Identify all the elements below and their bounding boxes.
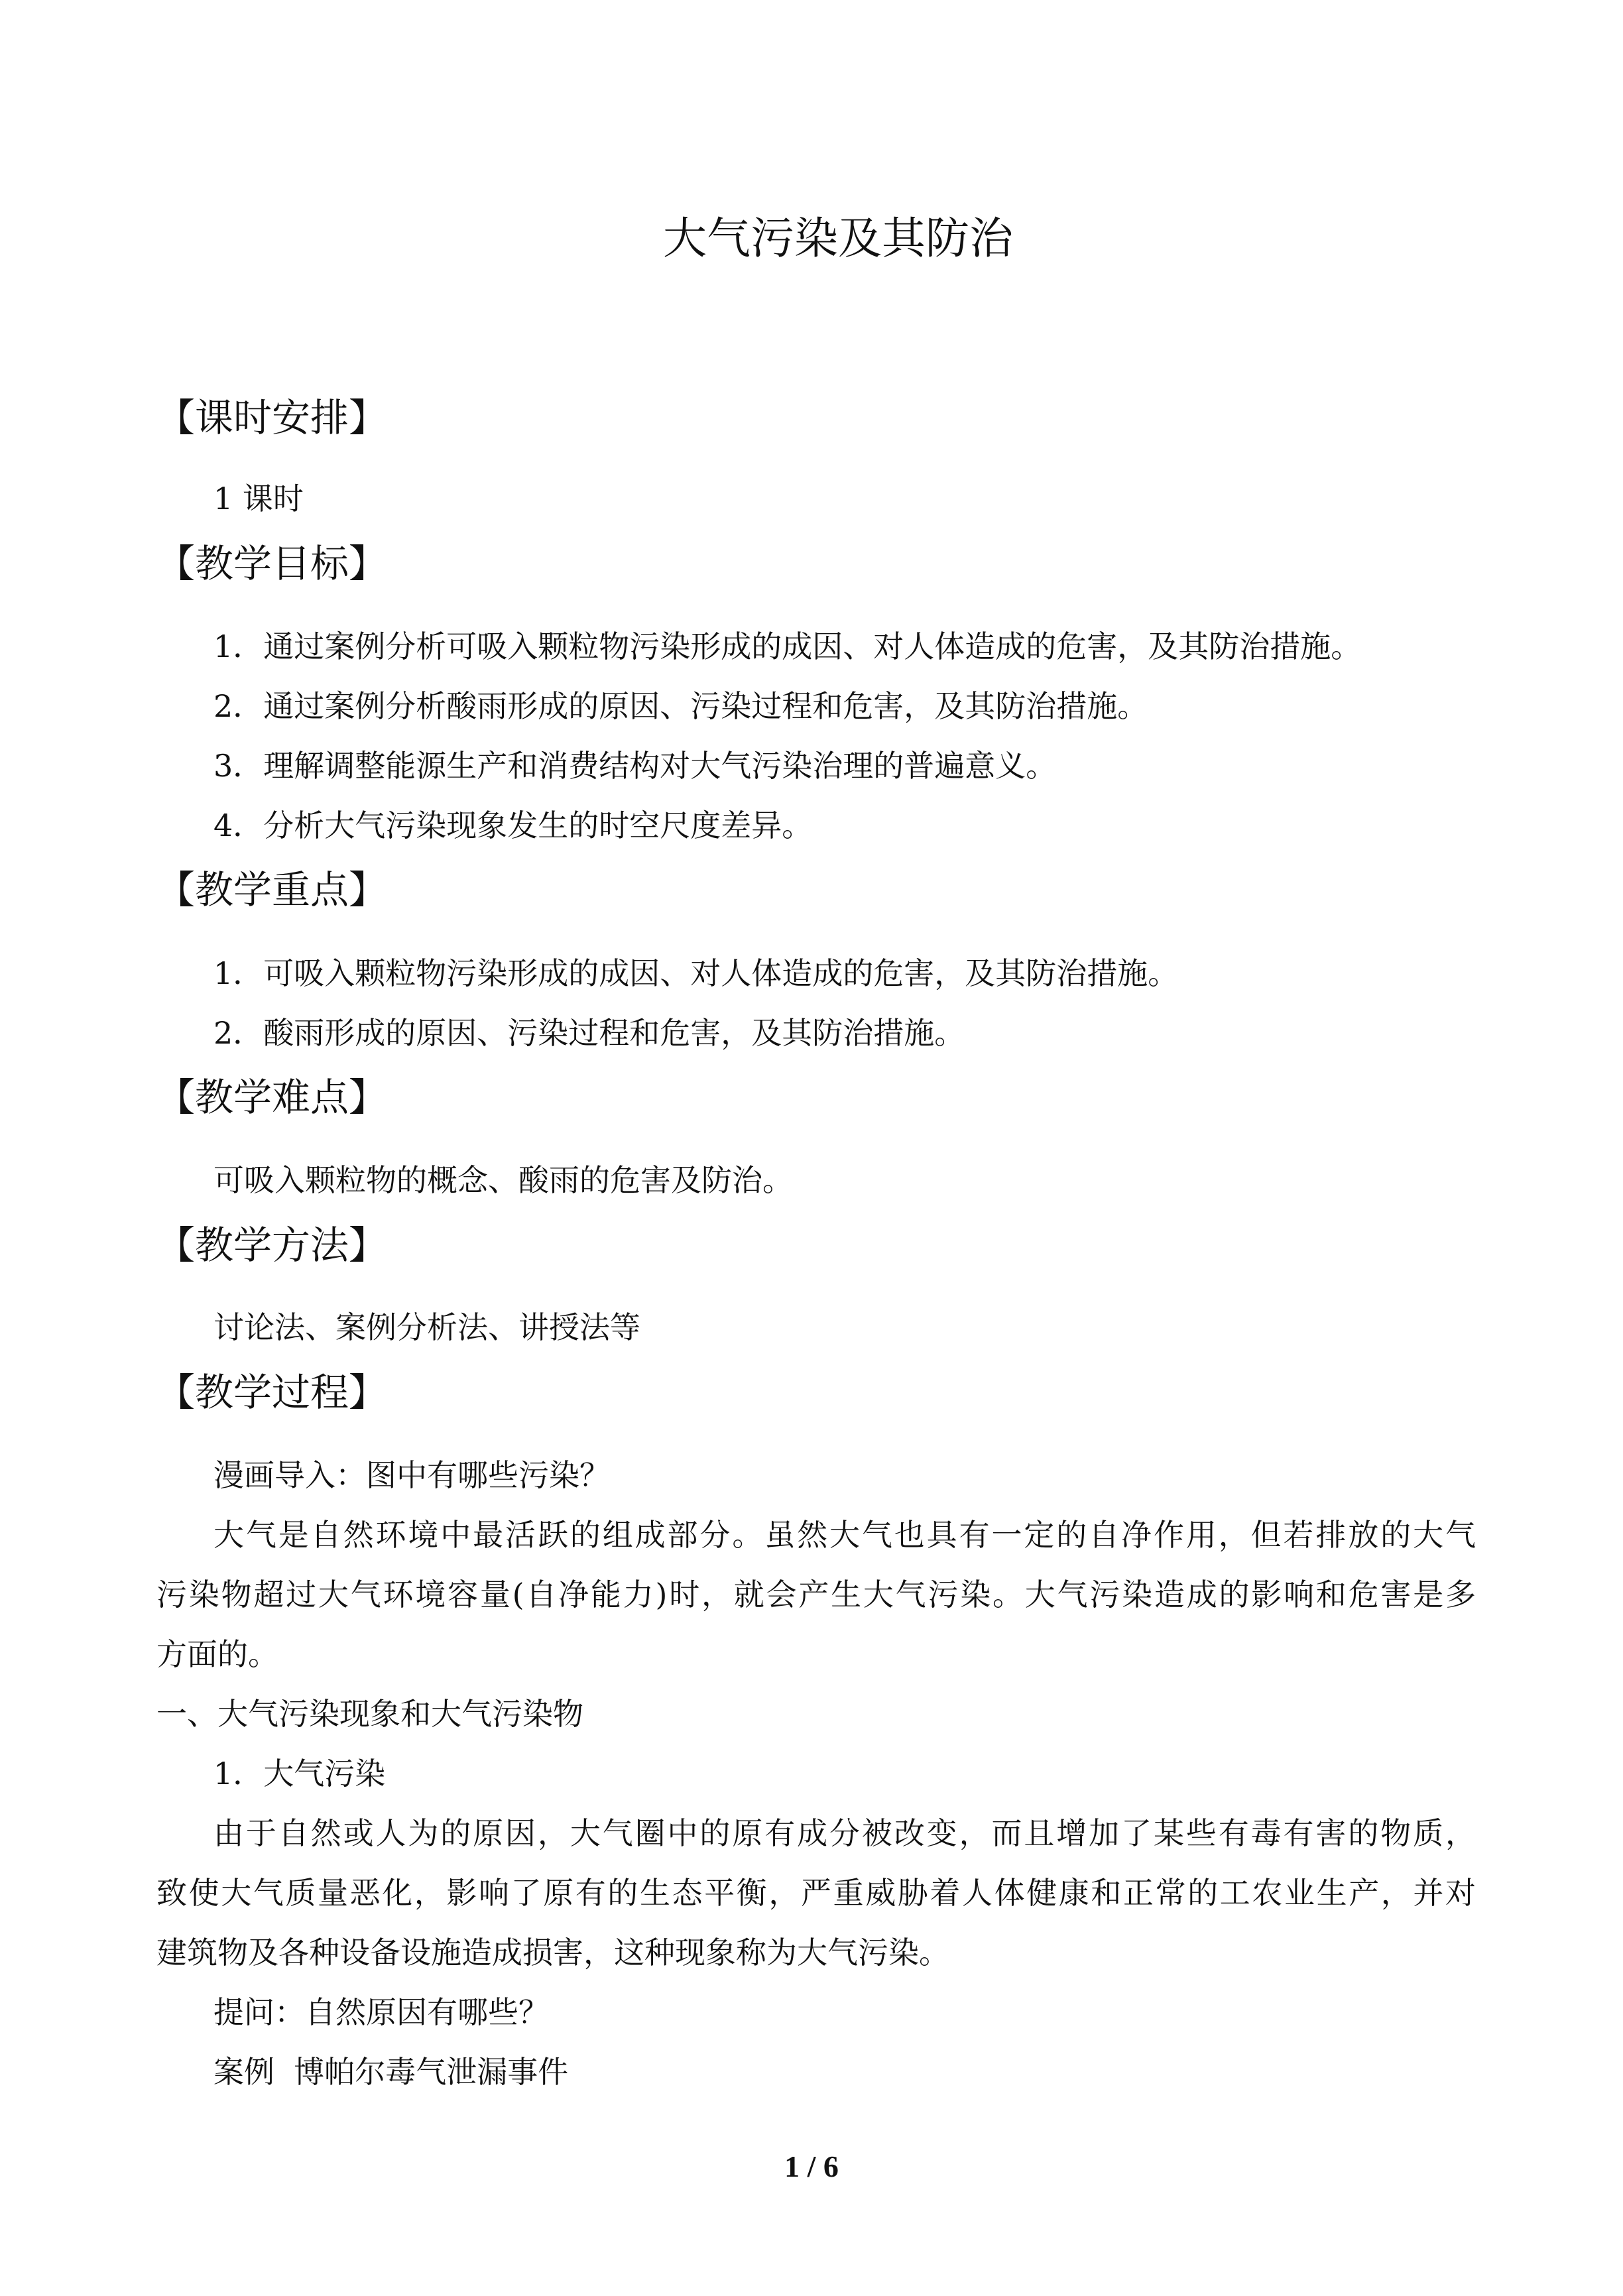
heading-goals: 【教学目标】 (156, 541, 388, 586)
document-title: 大气污染及其防治 (663, 213, 1013, 264)
subsection-item: 1．大气污染 (213, 1756, 386, 1791)
key-point-item: 2．酸雨形成的原因、污染过程和危害，及其防治措施。 (213, 1015, 965, 1051)
paragraph-line: 污染物超过大气环境容量(自净能力)时，就会产生大气污染。大气污染造成的影响和危害是多 (156, 1577, 1476, 1612)
paragraph-line: 建筑物及各种设备设施造成损害，这种现象称为大气污染。 (156, 1935, 949, 1970)
goal-item: 1．通过案例分析可吸入颗粒物污染形成的成因、对人体造成的危害，及其防治措施。 (213, 629, 1362, 664)
heading-key-points: 【教学重点】 (156, 867, 388, 912)
paragraph-line: 由于自然或人为的原因，大气圈中的原有成分被改变，而且增加了某些有毒有害的物质， (213, 1815, 1476, 1851)
methods-text: 讨论法、案例分析法、讲授法等 (213, 1309, 640, 1345)
process-intro: 漫画导入：图中有哪些污染？ (213, 1457, 610, 1493)
page-number: 1 / 6 (784, 2149, 839, 2183)
heading-methods: 【教学方法】 (156, 1223, 388, 1268)
difficulties-text: 可吸入颗粒物的概念、酸雨的危害及防治。 (213, 1162, 793, 1198)
heading-process: 【教学过程】 (156, 1370, 388, 1415)
heading-difficulties: 【教学难点】 (156, 1075, 388, 1120)
section-subheading: 一、大气污染现象和大气污染物 (156, 1696, 583, 1732)
heading-schedule: 【课时安排】 (156, 395, 388, 440)
goal-item: 4．分析大气污染现象发生的时空尺度差异。 (213, 808, 813, 843)
goal-item: 2．通过案例分析酸雨形成的原因、污染过程和危害，及其防治措施。 (213, 688, 1148, 724)
process-case: 案例 博帕尔毒气泄漏事件 (213, 2054, 569, 2090)
paragraph-line: 大气是自然环境中最活跃的组成部分。虽然大气也具有一定的自净作用，但若排放的大气 (213, 1517, 1476, 1553)
paragraph-line: 致使大气质量恶化，影响了原有的生态平衡，严重威胁着人体健康和正常的工农业生产，并对 (156, 1875, 1476, 1911)
paragraph-line: 方面的。 (156, 1636, 278, 1672)
schedule-text: 1 课时 (213, 481, 304, 516)
process-question: 提问：自然原因有哪些？ (213, 1994, 549, 2030)
goal-item: 3．理解调整能源生产和消费结构对大气污染治理的普遍意义。 (213, 748, 1057, 784)
key-point-item: 1．可吸入颗粒物污染形成的成因、对人体造成的危害，及其防治措施。 (213, 955, 1179, 991)
